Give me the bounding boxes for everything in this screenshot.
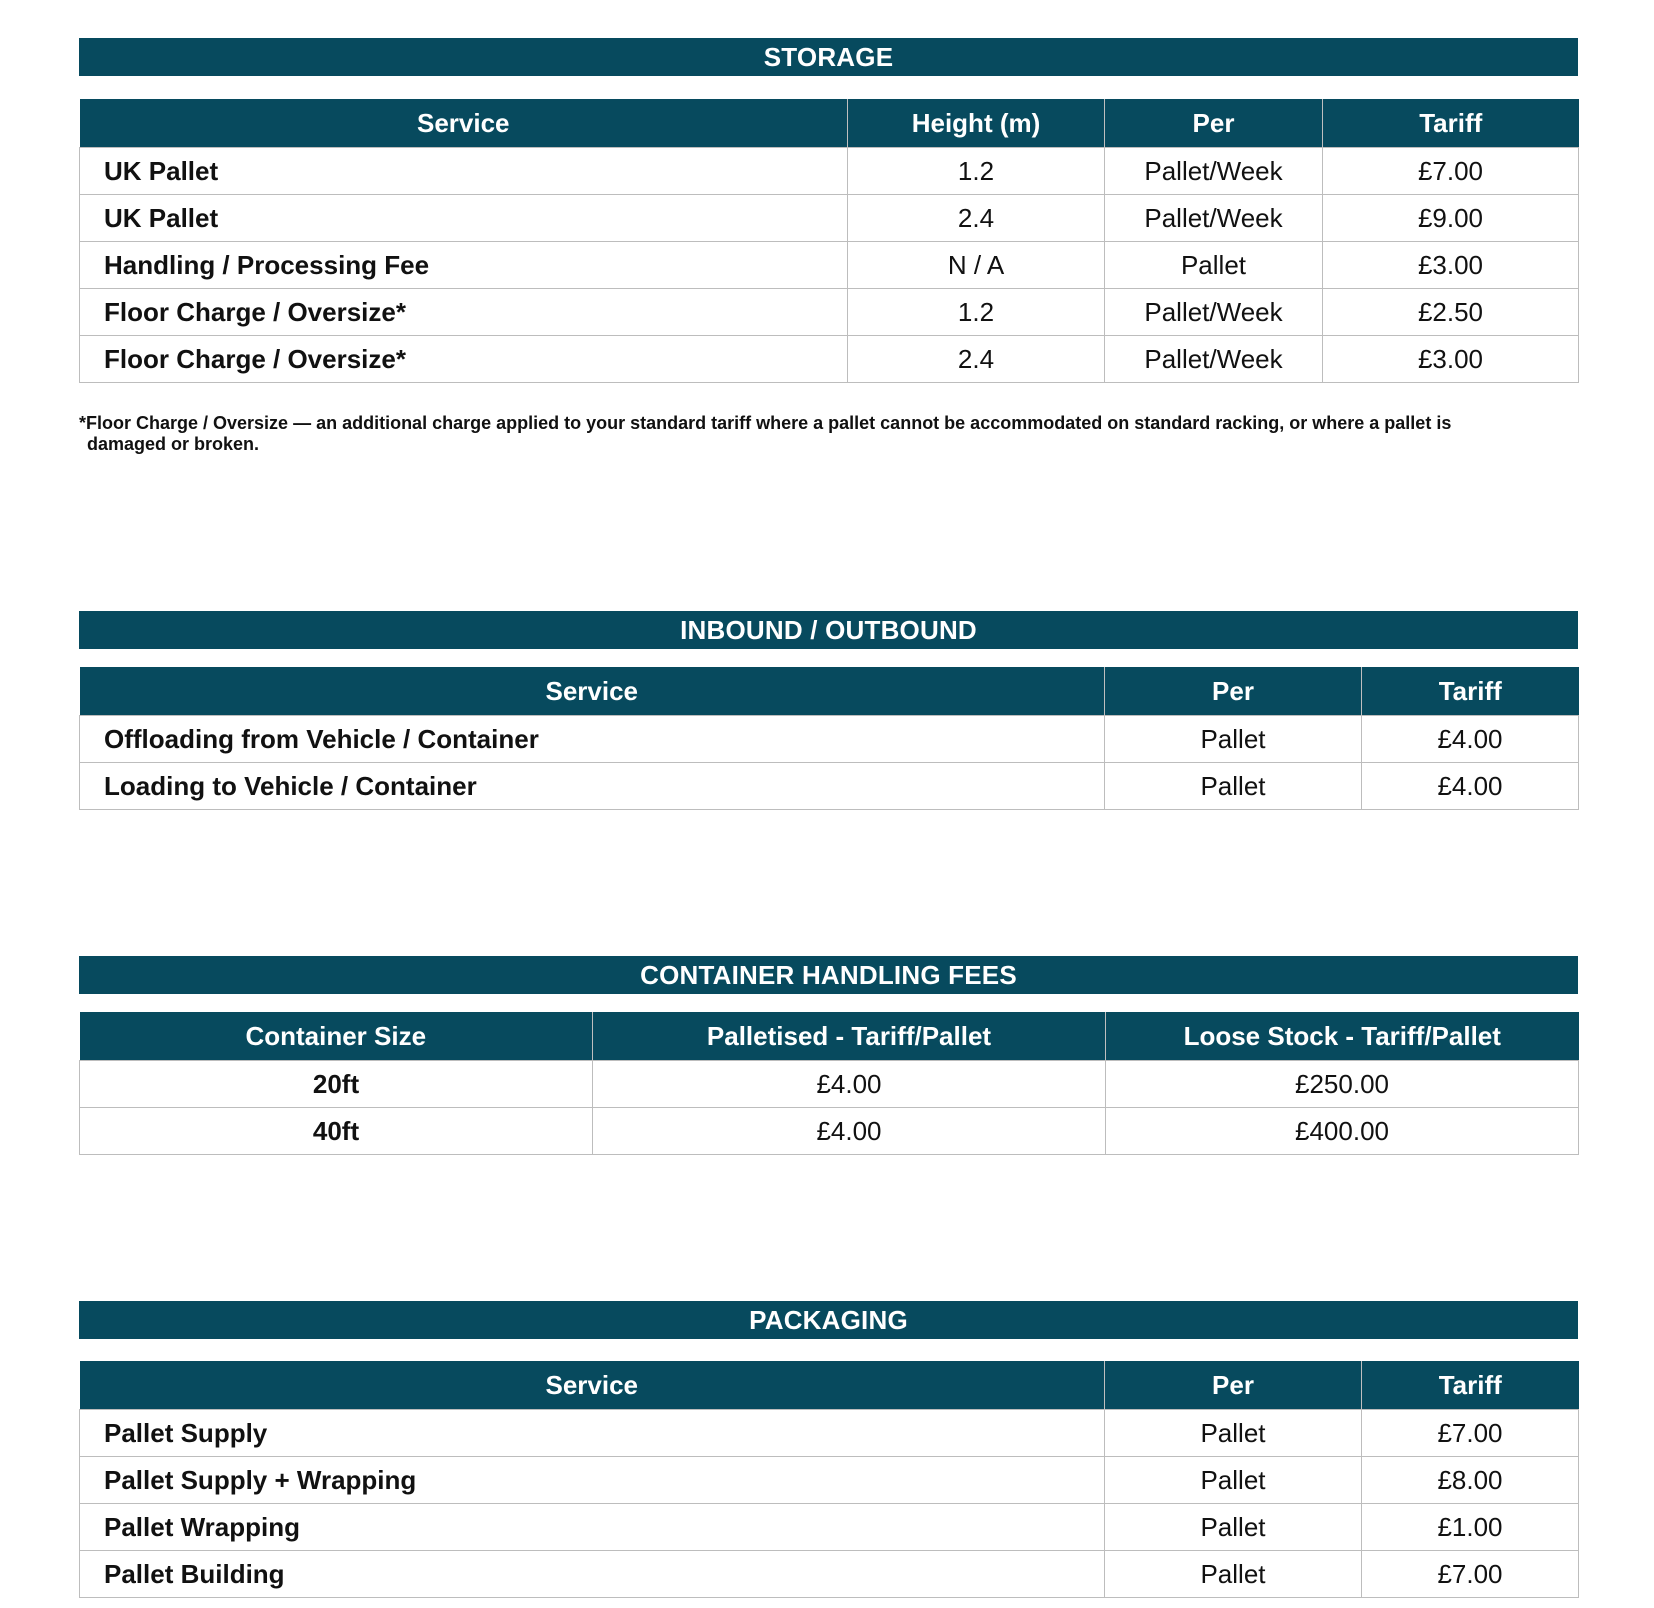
table-header-row (80, 1361, 1579, 1410)
table-row (80, 242, 1579, 289)
per-cell: Pallet (1105, 1551, 1362, 1598)
table-row (80, 763, 1579, 810)
tariff-cell: £7.00 (1323, 148, 1579, 195)
palletised-cell: £4.00 (593, 1108, 1106, 1155)
service-cell: Floor Charge / Oversize* (80, 289, 848, 336)
tariff-cell: £4.00 (1362, 716, 1579, 763)
tariff-cell: £2.50 (1323, 289, 1579, 336)
per-cell: Pallet/Week (1105, 336, 1323, 383)
footnote-line-1: *Floor Charge / Oversize — an additional charge applied to your standard tariff where a pallet cannot be accommodated on standard racking, or where a pallet is (79, 413, 1452, 433)
service-cell: Offloading from Vehicle / Container (80, 716, 1105, 763)
service-cell: UK Pallet (80, 148, 848, 195)
tariff-cell: £3.00 (1323, 336, 1579, 383)
table-row (80, 716, 1579, 763)
height-cell: N / A (848, 242, 1105, 289)
per-cell: Pallet/Week (1105, 148, 1323, 195)
column-header-service: Service (80, 99, 848, 148)
service-cell: Pallet Supply + Wrapping (80, 1457, 1105, 1504)
height-cell: 1.2 (848, 148, 1105, 195)
table-header-row (80, 667, 1579, 716)
per-cell: Pallet/Week (1105, 195, 1323, 242)
table-row (80, 289, 1579, 336)
service-cell: Pallet Wrapping (80, 1504, 1105, 1551)
loose-cell: £250.00 (1106, 1061, 1579, 1108)
size-cell: 20ft (80, 1061, 593, 1108)
table-header-row (80, 99, 1579, 148)
size-cell: 40ft (80, 1108, 593, 1155)
tariff-cell: £1.00 (1362, 1504, 1579, 1551)
per-cell: Pallet (1105, 242, 1323, 289)
tariff-cell: £7.00 (1362, 1410, 1579, 1457)
storage-table (79, 99, 1579, 383)
palletised-cell: £4.00 (593, 1061, 1106, 1108)
column-header-per: Per (1105, 667, 1362, 716)
per-cell: Pallet (1105, 763, 1362, 810)
loose-cell: £400.00 (1106, 1108, 1579, 1155)
packaging-table (79, 1361, 1579, 1598)
table-row (80, 336, 1579, 383)
service-cell: Floor Charge / Oversize* (80, 336, 848, 383)
service-cell: Pallet Supply (80, 1410, 1105, 1457)
per-cell: Pallet (1105, 1410, 1362, 1457)
tariff-cell: £7.00 (1362, 1551, 1579, 1598)
service-cell: Pallet Building (80, 1551, 1105, 1598)
table-row (80, 1457, 1579, 1504)
height-cell: 2.4 (848, 336, 1105, 383)
tariff-cell: £9.00 (1323, 195, 1579, 242)
table-row (80, 148, 1579, 195)
table-row (80, 1504, 1579, 1551)
table-row (80, 1551, 1579, 1598)
tariff-cell: £8.00 (1362, 1457, 1579, 1504)
per-cell: Pallet (1105, 1457, 1362, 1504)
table-row (80, 1061, 1579, 1108)
height-cell: 2.4 (848, 195, 1105, 242)
container-title: CONTAINER HANDLING FEES (79, 956, 1578, 994)
column-header-tariff: Tariff (1323, 99, 1579, 148)
table-row (80, 195, 1579, 242)
service-cell: Loading to Vehicle / Container (80, 763, 1105, 810)
column-header-service: Service (80, 667, 1105, 716)
inbound-table (79, 667, 1579, 810)
per-cell: Pallet (1105, 1504, 1362, 1551)
height-cell: 1.2 (848, 289, 1105, 336)
column-header-container-size: Container Size (80, 1012, 593, 1061)
column-header-tariff: Tariff (1362, 667, 1579, 716)
column-header-height: Height (m) (848, 99, 1105, 148)
inbound-title: INBOUND / OUTBOUND (79, 611, 1578, 649)
column-header-tariff: Tariff (1362, 1361, 1579, 1410)
column-header-loose-stock: Loose Stock - Tariff/Pallet (1106, 1012, 1579, 1061)
packaging-title: PACKAGING (79, 1301, 1578, 1339)
table-header-row (80, 1012, 1579, 1061)
table-row (80, 1108, 1579, 1155)
service-cell: UK Pallet (80, 195, 848, 242)
column-header-palletised: Palletised - Tariff/Pallet (593, 1012, 1106, 1061)
storage-title: STORAGE (79, 38, 1578, 76)
per-cell: Pallet/Week (1105, 289, 1323, 336)
storage-footnote (79, 413, 1579, 455)
tariff-cell: £4.00 (1362, 763, 1579, 810)
column-header-per: Per (1105, 1361, 1362, 1410)
column-header-per: Per (1105, 99, 1323, 148)
table-row (80, 1410, 1579, 1457)
footnote-line-2: damaged or broken. (87, 434, 260, 454)
per-cell: Pallet (1105, 716, 1362, 763)
tariff-cell: £3.00 (1323, 242, 1579, 289)
service-cell: Handling / Processing Fee (80, 242, 848, 289)
column-header-service: Service (80, 1361, 1105, 1410)
container-table (79, 1012, 1579, 1155)
